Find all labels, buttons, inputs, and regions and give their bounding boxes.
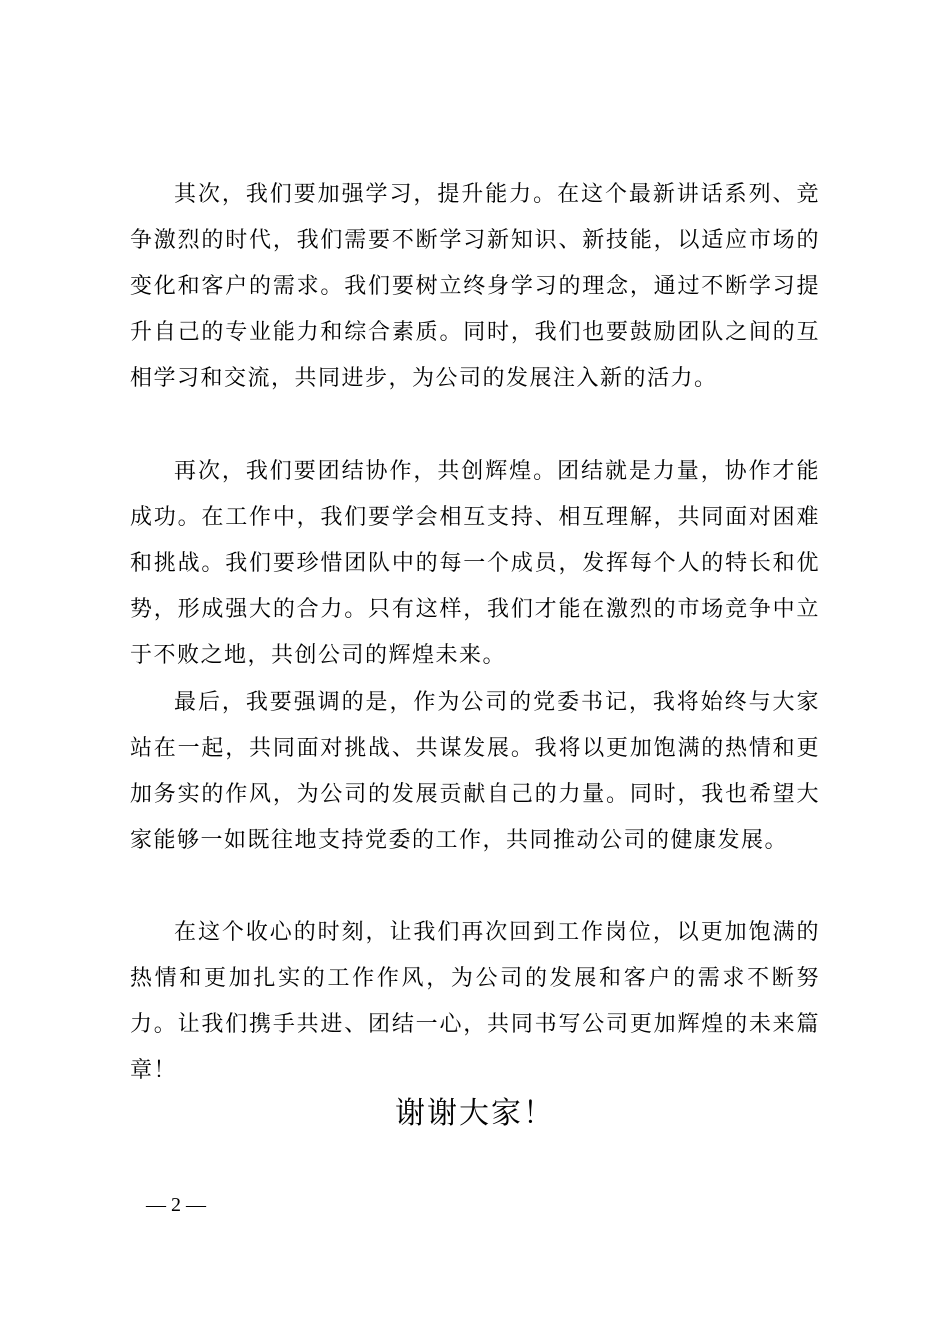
- closing-thanks: 谢谢大家！: [395, 1096, 555, 1131]
- paragraph-study: 其次，我们要加强学习，提升能力。在这个最新讲话系列、竞争激烈的时代，我们需要不断学习新知识、新技能，以适应市场的变化和客户的需求。我们要树立终身学习的理念，通过不断学习提升自己的专业能力和综合素质。同时，我们也要鼓励团队之间的互相学习和交流，共同进步，为公司的发展注入新的活力。: [130, 182, 820, 391]
- paragraph-conclusion: 在这个收心的时刻，让我们再次回到工作岗位，以更加饱满的热情和更加扎实的工作作风，为公司的发展和客户的需求不断努力。让我们携手共进、团结一心，共同书写公司更加辉煌的未来篇章！: [130, 920, 820, 1083]
- paragraph-teamwork: 再次，我们要团结协作，共创辉煌。团结就是力量，协作才能成功。在工作中，我们要学会相互支持、相互理解，共同面对困难和挑战。我们要珍惜团队中的每一个成员，发挥每个人的特长和优势，形成强大的合力。只有这样，我们才能在激烈的市场竞争中立于不败之地，共创公司的辉煌未来。: [130, 459, 820, 668]
- page-number: — 2 —: [146, 1194, 206, 1216]
- paragraph-commitment: 最后，我要强调的是，作为公司的党委书记，我将始终与大家站在一起，共同面对挑战、共谋发展。我将以更加饱满的热情和更加务实的作风，为公司的发展贡献自己的力量。同时，我也希望大家能够一如既往地支持党委的工作，共同推动公司的健康发展。: [130, 690, 820, 853]
